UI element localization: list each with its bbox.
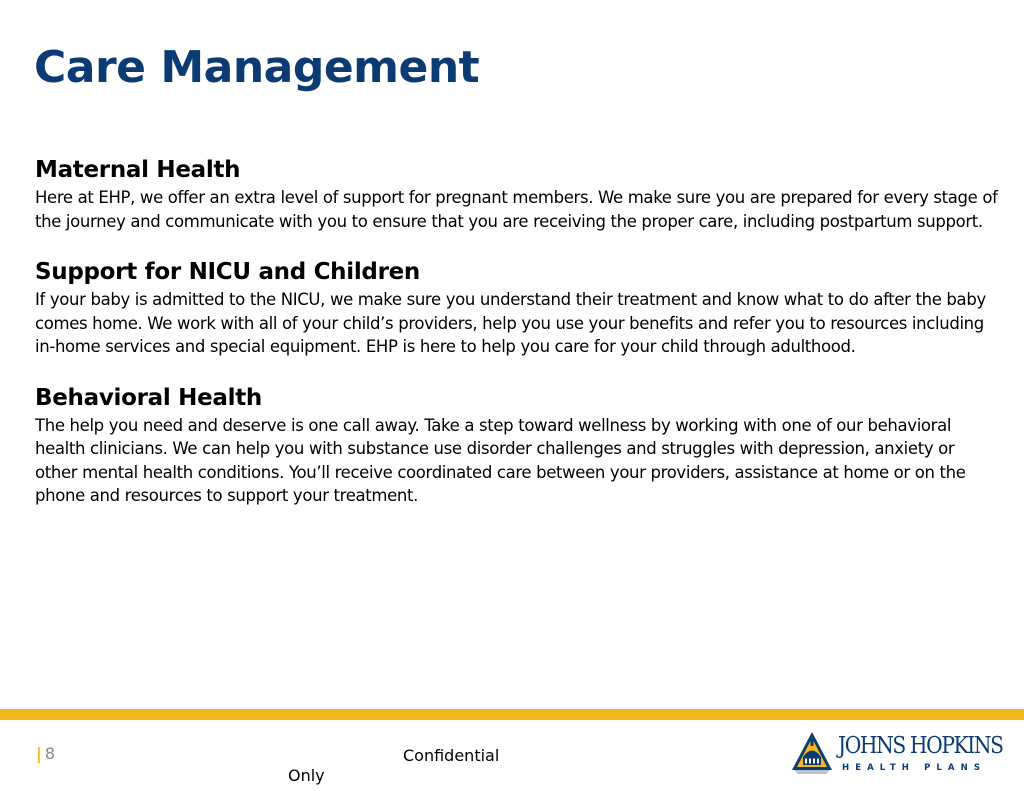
section-heading: Behavioral Health [35, 384, 262, 411]
section-maternal-health [35, 154, 1000, 233]
section-body: If your baby is admitted to the NICU, we make sure you understand their treatment and know what to do after the baby comes home. We work with all of your child’s providers, help you use your benefits and refer you to resources including in-home services and special equipment. EHP is here to help you care for your child through adulthood. [35, 290, 986, 356]
logo-wordmark: JOHNS HOPKINS [838, 733, 1003, 759]
confidential-label: Confidential [403, 746, 500, 765]
section-body: The help you need and deserve is one call away. Take a step toward wellness by working with one of our behavioral health clinicians. We can help you with substance use disorder challenges and struggles with depression, anxiety or other mental health conditions. You’ll receive coordinated care between your providers, assistance at home or on the phone and resources to support your treatment. [35, 415, 966, 505]
section-heading: Maternal Health [35, 157, 241, 183]
confidential-label-continued: Only [288, 766, 325, 785]
footer-accent-bar [0, 709, 1024, 720]
dome-seal-icon [790, 730, 834, 776]
page-number-separator: | [36, 744, 42, 763]
section-nicu-children [35, 256, 1000, 359]
section-behavioral-health [35, 382, 1000, 508]
section-heading: Support for NICU and Children [35, 259, 421, 285]
page-title: Care Management [34, 42, 480, 93]
page-number [36, 744, 55, 764]
content-area [35, 154, 1000, 531]
page-number-value: 8 [44, 744, 56, 763]
johns-hopkins-health-plans-logo [790, 730, 1003, 776]
logo-subtitle: HEALTH PLANS [842, 763, 987, 773]
section-body: Here at EHP, we offer an extra level of support for pregnant members. We make sure you are prepared for every stage of the journey and communicate with you to ensure that you are receiving the proper care, including postpartum support. [35, 188, 998, 231]
